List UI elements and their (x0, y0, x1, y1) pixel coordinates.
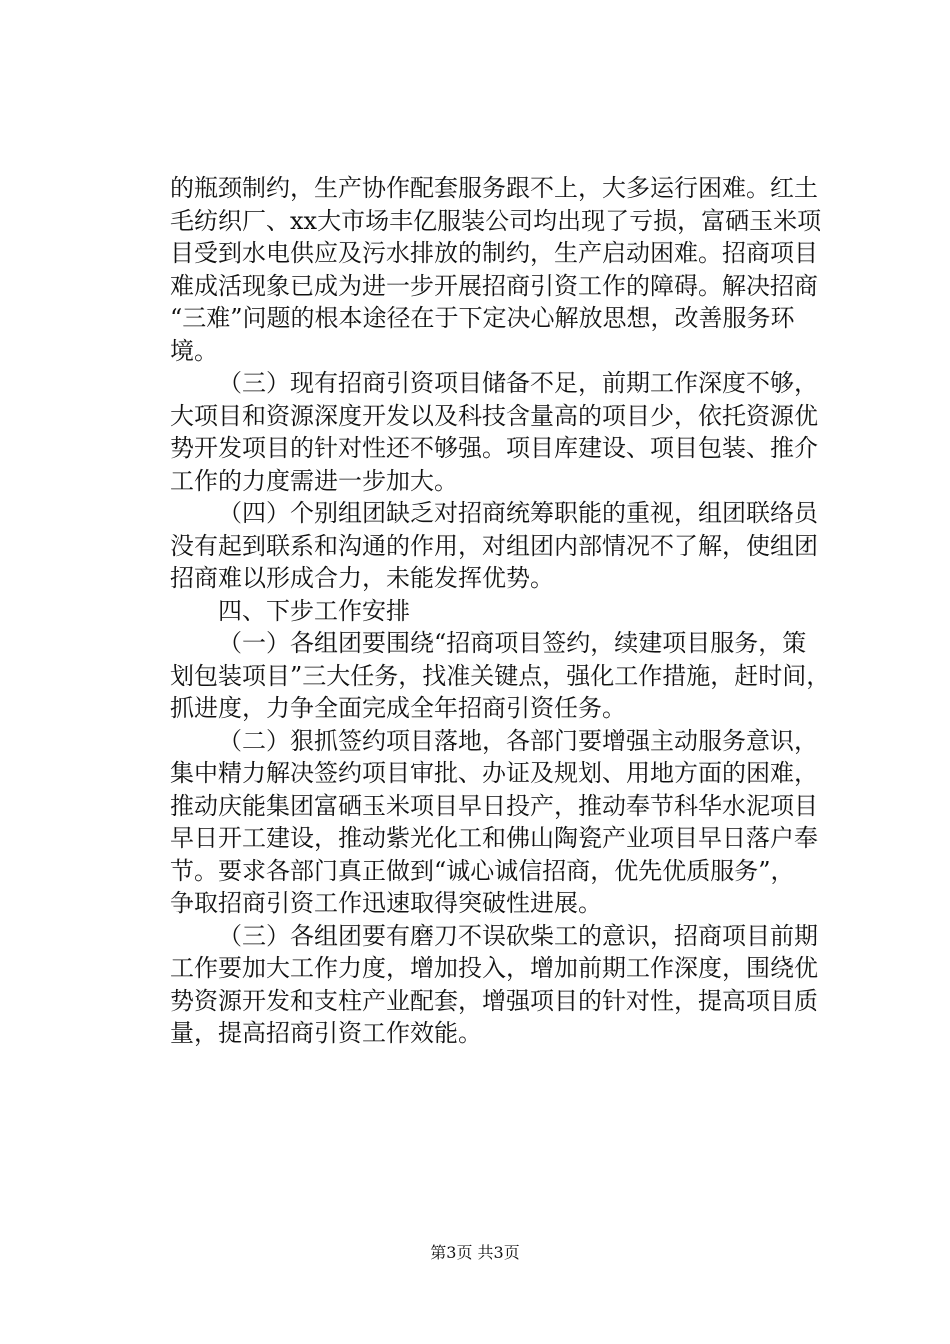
text-line: 招商难以形成合力，未能发挥优势。 (170, 564, 554, 592)
text-line: 工作要加大工作力度，增加投入，增加前期工作深度，围绕优 (170, 954, 818, 982)
text-line: 目受到水电供应及污水排放的制约，生产启动困难。招商项目 (170, 239, 818, 267)
text-line: 大项目和资源深度开发以及科技含量高的项目少，依托资源优 (170, 401, 818, 430)
paragraph-heading-2: （二）狠抓签约项目落地，各部门要增强主动服务意识， (218, 726, 818, 755)
section-heading: 四、下步工作安排 (218, 596, 410, 625)
text-line: 划包装项目”三大任务，找准关键点，强化工作措施，赶时间， (170, 661, 831, 690)
paragraph-heading-3: （三）现有招商引资项目储备不足，前期工作深度不够， (218, 369, 818, 397)
text-line: 量，提高招商引资工作效能。 (170, 1019, 482, 1047)
text-line: “三难”问题的根本途径在于下定决心解放思想，改善服务环 (170, 304, 795, 332)
text-line: 境。 (170, 336, 218, 365)
text-line: 抓进度，力争全面完成全年招商引资任务。 (170, 694, 626, 722)
text-line: 没有起到联系和沟通的作用，对组团内部情况不了解，使组团 (170, 531, 818, 560)
text-line: 的瓶颈制约，生产协作配套服务跟不上，大多运行困难。红土 (170, 174, 818, 202)
text-line: 早日开工建设，推动紫光化工和佛山陶瓷产业项目早日落户奉 (170, 824, 818, 852)
document-body (170, 172, 831, 1050)
text-line: 集中精力解决签约项目审批、办证及规划、用地方面的困难， (170, 759, 818, 787)
text-line: 毛纺织厂、xx大市场丰亿服装公司均出现了亏损，富硒玉米项 (170, 206, 822, 235)
paragraph-heading-4: （四）个别组团缺乏对招商统筹职能的重视，组团联络员 (218, 499, 818, 527)
text-line: 势开发项目的针对性还不够强。项目库建设、项目包装、推介 (170, 434, 818, 462)
text-line: 工作的力度需进一步加大。 (170, 466, 458, 495)
text-line: 势资源开发和支柱产业配套，增强项目的针对性，提高项目质 (170, 986, 818, 1015)
paragraph-heading-1: （一）各组团要围绕“招商项目签约，续建项目服务，策 (218, 629, 807, 657)
text-line: 争取招商引资工作迅速取得突破性进展。 (170, 889, 602, 917)
text-line: 节。要求各部门真正做到“诚心诚信招商，优先优质服务”， (170, 856, 795, 885)
text-line: 推动庆能集团富硒玉米项目早日投产，推动奉节科华水泥项目 (170, 791, 818, 820)
paragraph-heading-3b: （三）各组团要有磨刀不误砍柴工的意识，招商项目前期 (218, 921, 818, 950)
page-number-footer: 第3页 共3页 (430, 1243, 520, 1262)
text-line: 难成活现象已成为进一步开展招商引资工作的障碍。解决招商 (170, 271, 818, 300)
